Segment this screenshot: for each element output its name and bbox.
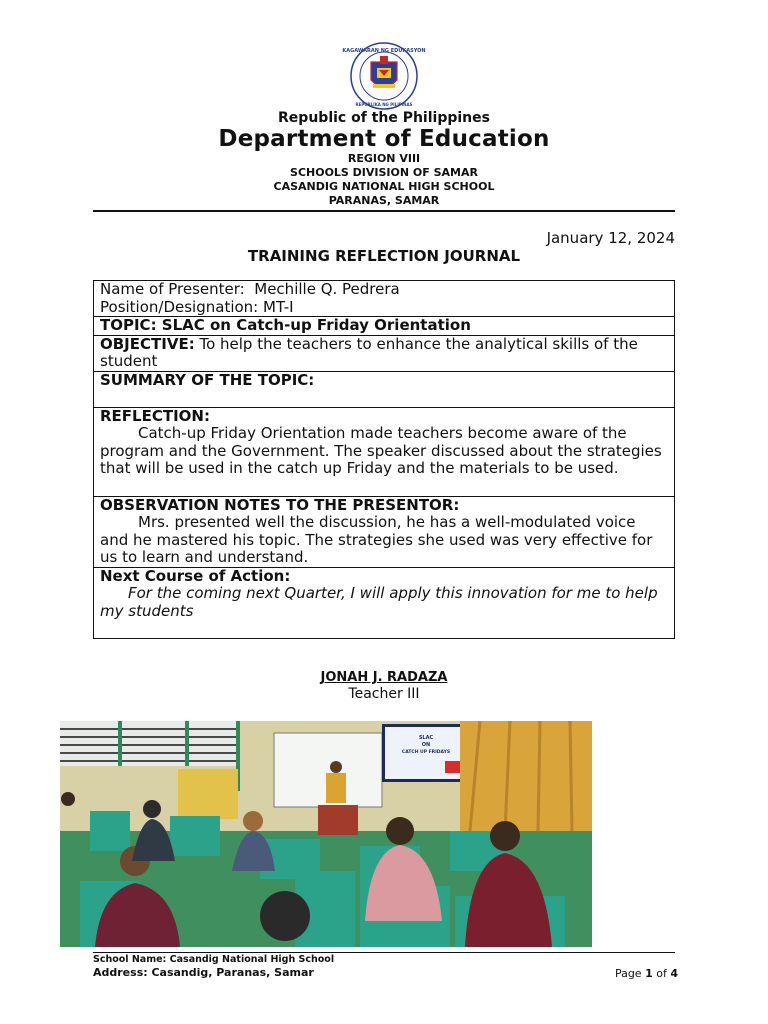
observation-label: OBSERVATION NOTES TO THE PRESENTOR: bbox=[100, 495, 460, 514]
next-action-label: Next Course of Action: bbox=[100, 566, 291, 585]
reflection-cell bbox=[94, 407, 675, 496]
journal-title: TRAINING REFLECTION JOURNAL bbox=[247, 247, 521, 265]
presenter-label: Name of Presenter: bbox=[100, 280, 245, 298]
objective-text: To help the teachers to enhance the analytical skills of the student bbox=[100, 334, 638, 370]
topic-cell: TOPIC: SLAC on Catch-up Friday Orientation bbox=[94, 317, 675, 336]
summary-row bbox=[94, 371, 675, 407]
page-current: 1 bbox=[645, 967, 653, 980]
footer-address: Address: Casandig, Paranas, Samar bbox=[93, 966, 314, 979]
objective-label: OBJECTIVE: bbox=[100, 334, 195, 353]
seal-text-top: KAGAWARAN NG EDUKASYON bbox=[342, 48, 426, 54]
training-session-photo bbox=[60, 721, 592, 947]
page-word: Page bbox=[614, 967, 642, 980]
deped-seal-logo bbox=[342, 42, 426, 110]
reflection-label: REFLECTION: bbox=[100, 406, 210, 425]
page-total: 4 bbox=[670, 967, 678, 980]
signatory-position: Teacher III bbox=[348, 686, 420, 702]
observation-text: Mrs. presented well the discussion, he has a well-modulated voice and he mastered his topic. The strategies she used was very effective for us to learn and understand. bbox=[100, 513, 653, 566]
next-action-cell bbox=[94, 567, 675, 638]
page-number bbox=[615, 967, 678, 980]
observation-cell bbox=[94, 496, 675, 567]
seal-text-bottom: REPUBLIKA NG PILIPINAS bbox=[355, 102, 413, 107]
department-heading: Department of Education bbox=[218, 126, 550, 152]
tv-screen-line3: CATCH UP FRIDAYS bbox=[401, 750, 451, 755]
location-label: PARANAS, SAMAR bbox=[328, 194, 440, 207]
division-label: SCHOOLS DIVISION OF SAMAR bbox=[290, 166, 478, 179]
position-label: Position/Designation: bbox=[100, 297, 259, 316]
presenter-line bbox=[100, 281, 668, 299]
observation-row bbox=[94, 496, 675, 567]
tv-screen-line1: SLAC bbox=[418, 735, 434, 741]
region-label: REGION VIII bbox=[347, 152, 421, 165]
document-date: January 12, 2024 bbox=[546, 229, 675, 247]
signatory-name: JONAH J. RADAZA bbox=[320, 670, 448, 685]
republic-heading: Republic of the Philippines bbox=[278, 110, 490, 126]
footer-divider bbox=[93, 952, 675, 953]
objective-cell bbox=[94, 335, 675, 371]
reflection-text: Catch-up Friday Orientation made teachers become aware of the program and the Government. The speaker discussed about the strategies that will be used in the catch up Friday and the materials to be used. bbox=[100, 424, 662, 477]
tv-screen-line2: ON bbox=[421, 742, 431, 748]
presenter-row bbox=[94, 281, 675, 317]
next-action-row bbox=[94, 567, 675, 638]
position-value: MT-I bbox=[263, 297, 294, 316]
position-line bbox=[100, 299, 668, 317]
presenter-name: Mechille Q. Pedrera bbox=[254, 280, 400, 298]
summary-label: SUMMARY OF THE TOPIC: bbox=[94, 371, 675, 407]
topic-row bbox=[94, 317, 675, 336]
reflection-row bbox=[94, 407, 675, 496]
page-of: of bbox=[656, 967, 667, 980]
footer-school-name: School Name: Casandig National High School bbox=[93, 954, 335, 965]
objective-row bbox=[94, 335, 675, 371]
header-divider bbox=[93, 210, 675, 212]
school-label: CASANDIG NATIONAL HIGH SCHOOL bbox=[273, 180, 495, 193]
reflection-table bbox=[93, 280, 675, 639]
next-action-text: For the coming next Quarter, I will apply this innovation for me to help my students bbox=[100, 584, 658, 620]
